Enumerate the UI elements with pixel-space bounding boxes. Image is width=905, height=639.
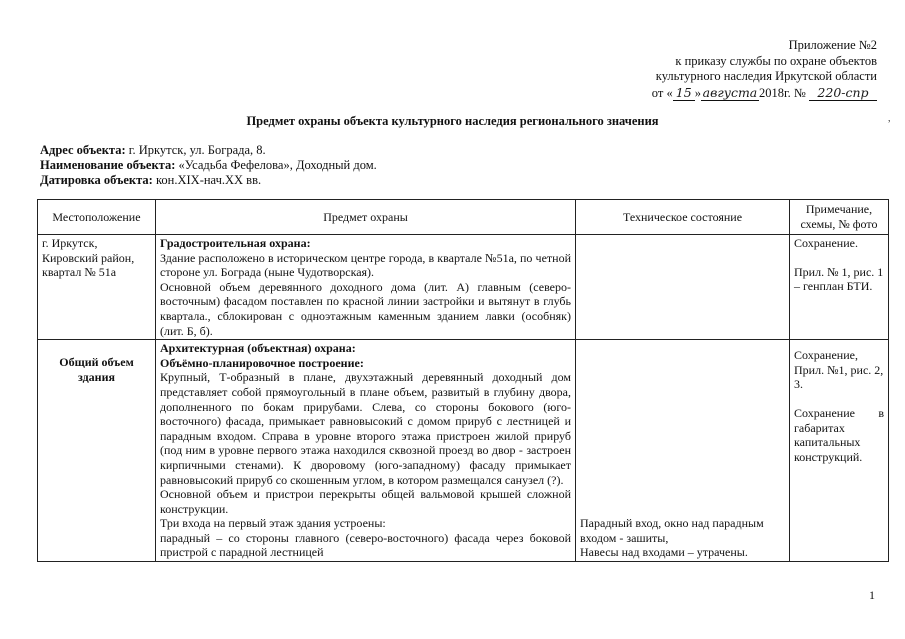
- subject-cell: [156, 235, 576, 340]
- urban-planning-heading: Градостроительная охрана:: [160, 236, 311, 250]
- column-header-condition: Техническое состояние: [576, 200, 790, 235]
- date-prefix: от «: [651, 85, 673, 100]
- condition-cell: [576, 235, 790, 340]
- handwritten-month: августа: [702, 84, 758, 100]
- approval-header: [652, 38, 877, 101]
- authority-line: культурного наследия Иркутской области: [655, 69, 877, 83]
- condition-canopies: Навесы над входами – утрачены.: [580, 545, 748, 560]
- object-info: [40, 143, 377, 187]
- name-line: [40, 158, 377, 173]
- table-row: [38, 235, 889, 340]
- order-date-line: [652, 85, 877, 102]
- volume-paragraph-1: Крупный, Т-образный в плане, двухэтажный деревянный доходный дом представляет собой прямоугольный в плане объем, развитый в глубину двора, дополненного по бокам прирубами. Слева, со стороны бокового (юго-восточного) фасада, примыкает равновысокий с домом прируб с лестницей и парадным входом. Справа в уровне второго этажа пристроен жилой прируб (под ним в уровне первого этажа находился сквозной проезд во двор - застроен кирпичными стенами). К дворовому (юго-западному) фасаду примыкает равновысокий прируб со скошенным углом, в котором размещался санузел (?).: [160, 370, 571, 487]
- condition-entrance: Парадный вход, окно над парадным входом - зашиты,: [580, 516, 764, 545]
- dating-value: кон.XIX-нач.XX вв.: [152, 172, 262, 187]
- address-line: [40, 143, 377, 158]
- location-cell: г. Иркутск, Кировский район, квартал № 51а: [38, 235, 156, 340]
- note-cell: [790, 340, 889, 562]
- dating-line: [40, 173, 377, 188]
- margin-mark: ,: [888, 113, 891, 124]
- urban-planning-paragraph-2: Основной объем деревянного доходного дома (лит. А) главным (северо-восточным) фасадом поставлен по красной линии застройки и вытянут в глубь квартала., сблокирован с одноэтажным каменным зданием лавки (особняк) (лит. Б, б).: [160, 279, 571, 338]
- name-label: Наименование объекта:: [40, 157, 176, 172]
- note-reference: Прил. № 1, рис. 1 – генплан БТИ.: [794, 264, 884, 294]
- year-text: 2018г. №: [758, 85, 806, 100]
- note-preservation: Сохранение.: [794, 236, 858, 250]
- handwritten-order-number: 220-спр: [809, 85, 877, 102]
- condition-cell: [576, 340, 790, 562]
- note-preservation: Сохранение, Прил. №1, рис. 2, 3.: [794, 348, 884, 392]
- volume-paragraph-3: Три входа на первый этаж здания устроены:: [160, 516, 386, 531]
- protection-subject-table: [37, 199, 889, 562]
- name-value: «Усадьба Фефелова», Доходный дом.: [175, 157, 377, 172]
- volume-paragraph-4: парадный – со стороны главного (северо-восточного) фасада через боковой пристрой с парадной лестницей: [160, 530, 571, 560]
- document-title: Предмет охраны объекта культурного наследия регионального значения: [246, 114, 659, 128]
- table-header-row: [38, 200, 889, 235]
- table-row: [38, 340, 889, 562]
- location-cell: Общий объем здания: [38, 340, 156, 562]
- address-label: Адрес объекта:: [40, 143, 126, 157]
- address-value: г. Иркутск, ул. Бограда, 8.: [125, 143, 266, 157]
- note-preservation-dimensions: Сохранение в габаритах капитальных конструкций.: [794, 405, 884, 464]
- appendix-label: Приложение №2: [788, 38, 877, 52]
- column-header-note: Примечание, схемы, № фото: [790, 200, 889, 235]
- page-number: 1: [869, 588, 875, 602]
- date-mid: »: [694, 85, 701, 100]
- handwritten-day: 15: [673, 85, 695, 102]
- note-cell: [790, 235, 889, 340]
- architectural-heading: Архитектурная (объектная) охрана:: [160, 341, 356, 356]
- urban-planning-paragraph-1: Здание расположено в историческом центре города, в квартале №51а, по четной стороне ул. Бограда (ныне Чудотворская).: [160, 250, 571, 280]
- order-line: к приказу службы по охране объектов: [675, 53, 877, 68]
- column-header-location: Местоположение: [38, 200, 156, 235]
- dating-label: Датировка объекта:: [40, 172, 153, 187]
- volume-planning-heading: Объёмно-планировочное построение:: [160, 355, 364, 370]
- column-header-subject: Предмет охраны: [156, 200, 576, 235]
- volume-paragraph-2: Основной объем и пристрои перекрыты общей вальмовой крышей сложной конструкции.: [160, 487, 571, 516]
- subject-cell: [156, 340, 576, 562]
